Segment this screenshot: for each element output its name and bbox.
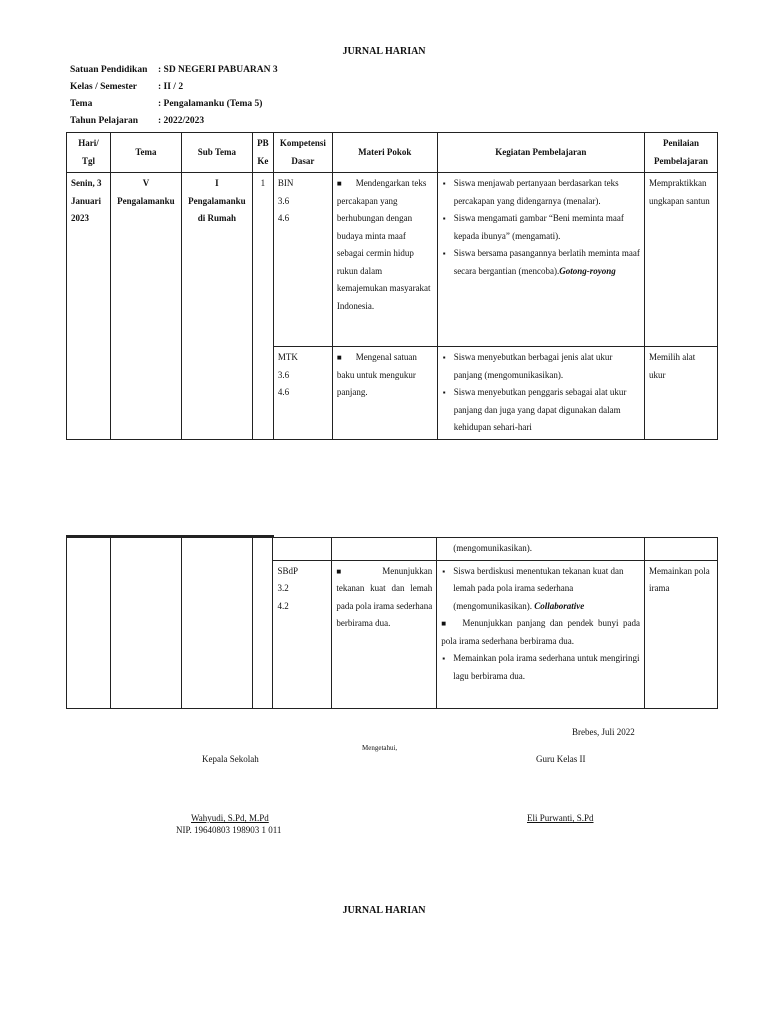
header-hari: Hari/ Tgl (67, 133, 111, 173)
mengetahui-label: Mengetahui, (362, 744, 398, 752)
cell-kegiatan-mtk (437, 347, 644, 440)
meta-label-tema: Tema (70, 99, 93, 109)
bullet-icon (441, 618, 462, 628)
kegiatan-square-item (441, 615, 640, 650)
list-item: ▪ Siswa menyebutkan berbagai jenis alat ukur panjang (mengomunikasikan). (454, 349, 640, 384)
header-pb: PB Ke (252, 133, 273, 173)
header-penilaian: Penilaian Pembelajaran (644, 133, 717, 173)
cell-empty (110, 538, 181, 709)
cell-kegiatan-bin (437, 173, 644, 347)
cell-empty (67, 538, 111, 709)
place-date: Brebes, Juli 2022 (572, 727, 635, 737)
kd-subject: BIN (277, 178, 294, 188)
list-item: ▪ Siswa menyebutkan penggaris sebagai alat ukur panjang dan juga yang dapat digunakan dalam kehidupan sehari-hari (454, 384, 640, 437)
bullet-icon (337, 352, 356, 362)
kegiatan-text: Siswa berdiskusi menentukan tekanan kuat dan lemah pada pola irama sederhana (mengomunikasikan). (453, 565, 624, 611)
journal-table-continued (66, 537, 718, 709)
kepala-title: Kepala Sekolah (202, 754, 259, 764)
cell-pb: 1 (252, 173, 273, 440)
cell-empty (332, 538, 437, 561)
table-row (67, 173, 718, 347)
cell-kegiatan-sbdp (437, 560, 645, 708)
cell-empty (644, 538, 717, 561)
kd-subject: SBdP (277, 565, 298, 576)
cell-kd-mtk (273, 347, 332, 440)
cell-empty (273, 538, 332, 561)
cell-empty (181, 538, 252, 709)
cell-penilaian-sbdp: Memainkan pola irama (644, 560, 717, 708)
header-kegiatan: Kegiatan Pembelajaran (437, 133, 644, 173)
kd-code: 3.6 (277, 369, 290, 380)
kd-subject: MTK (277, 352, 298, 362)
meta-value-satuan: : SD NEGERI PABUARAN 3 (158, 65, 278, 75)
kd-code: 4.6 (277, 387, 290, 397)
cell-kd-bin (273, 173, 332, 347)
bullet-icon (337, 178, 356, 188)
cell-subtema: I Pengalamanku di Rumah (181, 173, 252, 440)
guru-title: Guru Kelas II (536, 754, 586, 764)
header-materi: Materi Pokok (332, 133, 437, 173)
cell-materi-sbdp (332, 560, 437, 708)
kegiatan-emphasis: Gotong-royong (559, 265, 616, 276)
list-item (454, 245, 640, 280)
meta-value-tema: : Pengalamanku (Tema 5) (158, 99, 263, 109)
meta-label-kelas: Kelas / Semester (70, 82, 138, 92)
kegiatan-emphasis: Collaborative (534, 600, 585, 611)
meta-label-satuan: Satuan Pendidikan (70, 65, 148, 75)
header-subtema: Sub Tema (181, 133, 252, 173)
cell-empty (252, 538, 273, 709)
meta-label-tahun: Tahun Pelajaran (70, 116, 139, 126)
cell-tema: V Pengalamanku (110, 173, 181, 440)
kd-code: 3.2 (277, 583, 289, 593)
bullet-icon (336, 566, 382, 576)
list-item: ▪ Siswa menjawab pertanyaan berdasarkan teks percakapan yang didengarnya (menalar). (454, 175, 640, 210)
kegiatan-text: Menunjukkan panjang dan pendek bunyi pada pola irama sederhana berbirama dua. (441, 618, 640, 646)
materi-text: Menunjukkan tekanan kuat dan lemah pada pola irama sederhana berbirama dua. (336, 565, 433, 628)
header-tema: Tema (110, 133, 181, 173)
kepala-nip: NIP. 19640803 198903 1 011 (176, 825, 282, 835)
cell-materi-mtk (332, 347, 437, 440)
kd-code: 4.2 (277, 600, 289, 611)
list-item: ▪ Siswa mengamati gambar “Beni meminta maaf kepada ibunya” (mengamati). (454, 210, 640, 245)
guru-name: Eli Purwanti, S.Pd (527, 813, 594, 823)
meta-value-tahun: : 2022/2023 (158, 116, 205, 126)
cell-penilaian-mtk: Memilih alat ukur (644, 347, 717, 440)
materi-text: Mendengarkan teks percakapan yang berhubungan dengan budaya minta maaf sebagai cermin hidup rukun dalam kemajemukan masyarakat Indonesia. (336, 178, 431, 311)
meta-value-kelas: : II / 2 (158, 82, 184, 92)
cell-continuation: (mengomunikasikan). (437, 538, 645, 561)
kd-code: 4.6 (277, 213, 290, 223)
footer-title: JURNAL HARIAN (342, 905, 426, 916)
list-item (453, 563, 640, 616)
kd-code: 3.6 (277, 195, 290, 206)
header-kompetensi: Kompetensi Dasar (273, 133, 332, 173)
cell-materi-bin (332, 173, 437, 347)
page-title: JURNAL HARIAN (342, 46, 426, 57)
list-item: ▪ Memainkan pola irama sederhana untuk mengiringi lagu berbirama dua. (453, 650, 640, 685)
journal-table (66, 132, 718, 440)
kepala-name: Wahyudi, S.Pd, M.Pd (191, 813, 269, 823)
table-row (67, 538, 718, 561)
cell-hari: Senin, 3 Januari 2023 (67, 173, 111, 440)
kegiatan-text: Siswa bersama pasangannya berlatih meminta maaf secara bergantian (mencoba). (453, 248, 640, 276)
materi-text: Mengenal satuan baku untuk mengukur panjang. (336, 352, 417, 397)
cell-kd-sbdp (273, 560, 332, 708)
cell-penilaian-bin: Mempraktikkan ungkapan santun (644, 173, 717, 347)
